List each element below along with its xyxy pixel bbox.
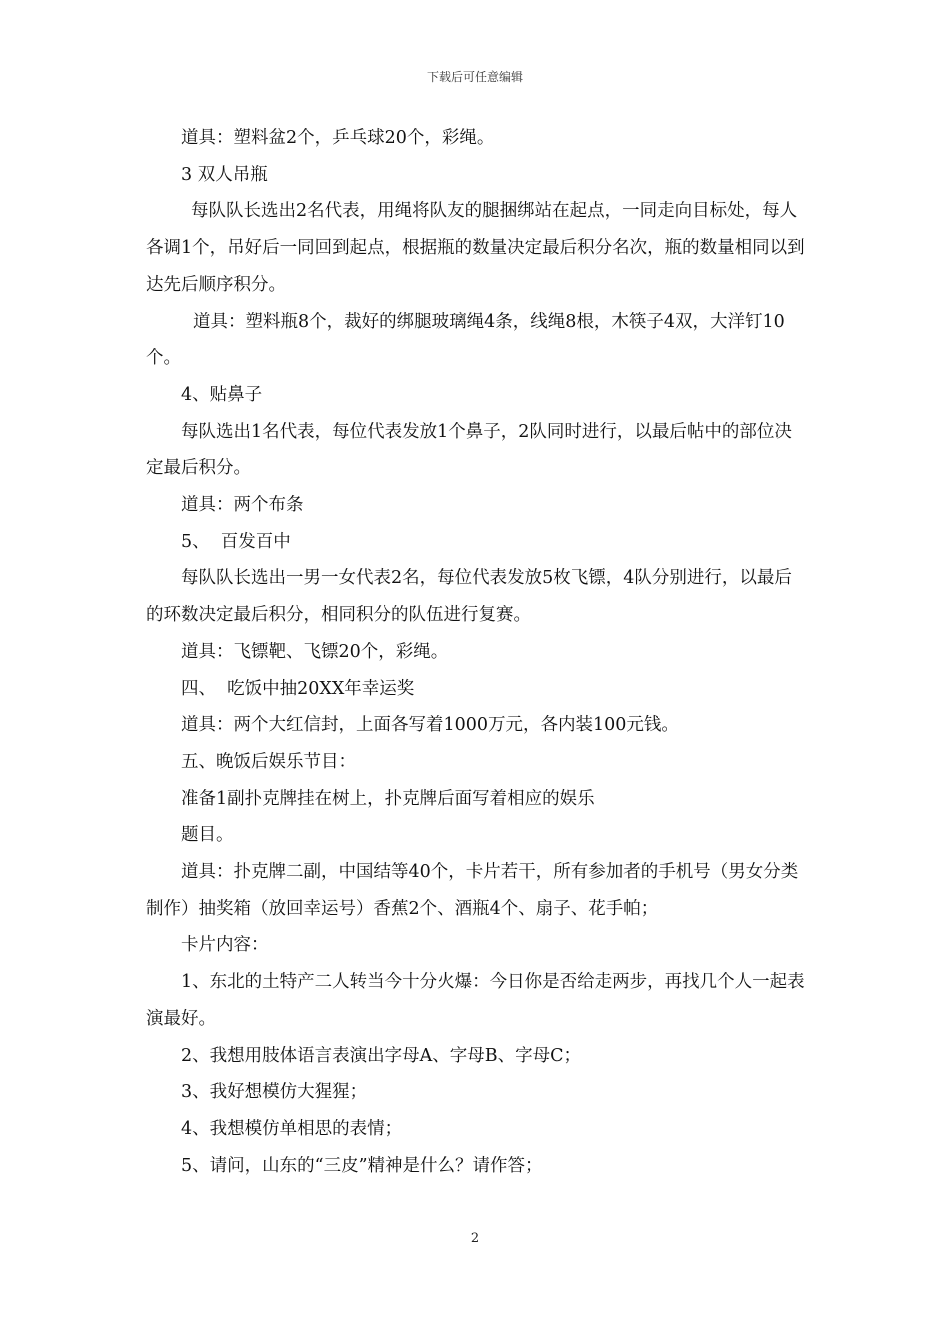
list-item: 2、我想用肢体语言表演出字母A、字母B、字母C；	[181, 1045, 582, 1066]
section-heading: 3 双人吊瓶	[181, 164, 268, 185]
paragraph: 道具：两个大红信封，上面各写着1000万元，各内装100元钱。	[181, 715, 679, 736]
paragraph: 题目。	[181, 825, 234, 846]
list-item: 5、请问，山东的“三皮”精神是什么？请作答；	[181, 1155, 543, 1176]
paragraph: 道具：两个布条	[181, 495, 304, 516]
paragraph: 卡片内容：	[181, 935, 269, 956]
section-heading: 4、贴鼻子	[181, 384, 263, 405]
list-item: 1、东北的土特产二人转当今十分火爆：今日你是否给走两步，再找几个人一起表演最好。	[146, 972, 805, 1029]
page-header: 下载后可任意编辑	[426, 70, 523, 84]
paragraph: 道具：扑克牌二副，中国结等40个，卡片若干，所有参加者的手机号（男女分类制作）抽奖箱（放回幸运号）香蕉2个、酒瓶4个、扇子、花手帕；	[146, 862, 799, 919]
paragraph: 每队队长选出2名代表，用绳将队友的腿捆绑站在起点，一同走向目标处，每人各调1个，吊好后一同回到起点，根据瓶的数量决定最后积分名次，瓶的数量相同以到达先后顺序积分。	[146, 201, 805, 295]
section-heading: 5、 百发百中	[181, 531, 291, 552]
paragraph: 道具：飞镖靶、飞镖20个，彩绳。	[181, 641, 449, 662]
page-number: 2	[470, 1231, 480, 1246]
paragraph: 每队选出1名代表，每位代表发放1个鼻子，2队同时进行，以最后帖中的部位决定最后积分。	[146, 421, 792, 479]
list-item: 4、我想模仿单相思的表情；	[181, 1118, 403, 1139]
paragraph: 道具：塑料盆2个，乒乓球20个，彩绳。	[181, 128, 495, 148]
document-body	[146, 120, 808, 1184]
paragraph: 每队队长选出一男一女代表2名，每位代表发放5枚飞镖，4队分别进行，以最后的环数决定最后积分，相同积分的队伍进行复赛。	[146, 568, 792, 626]
section-heading: 五、晚饭后娱乐节目：	[181, 751, 356, 772]
list-item: 3、我好想模仿大猩猩；	[181, 1082, 368, 1103]
section-heading: 四、 吃饭中抽20XX年幸运奖	[181, 678, 415, 699]
paragraph: 准备1副扑克牌挂在树上，扑克牌后面写着相应的娱乐	[181, 788, 595, 809]
paragraph: 道具：塑料瓶8个，裁好的绑腿玻璃绳4条，线绳8根，木筷子4双，大洋钉10个。	[146, 311, 785, 369]
